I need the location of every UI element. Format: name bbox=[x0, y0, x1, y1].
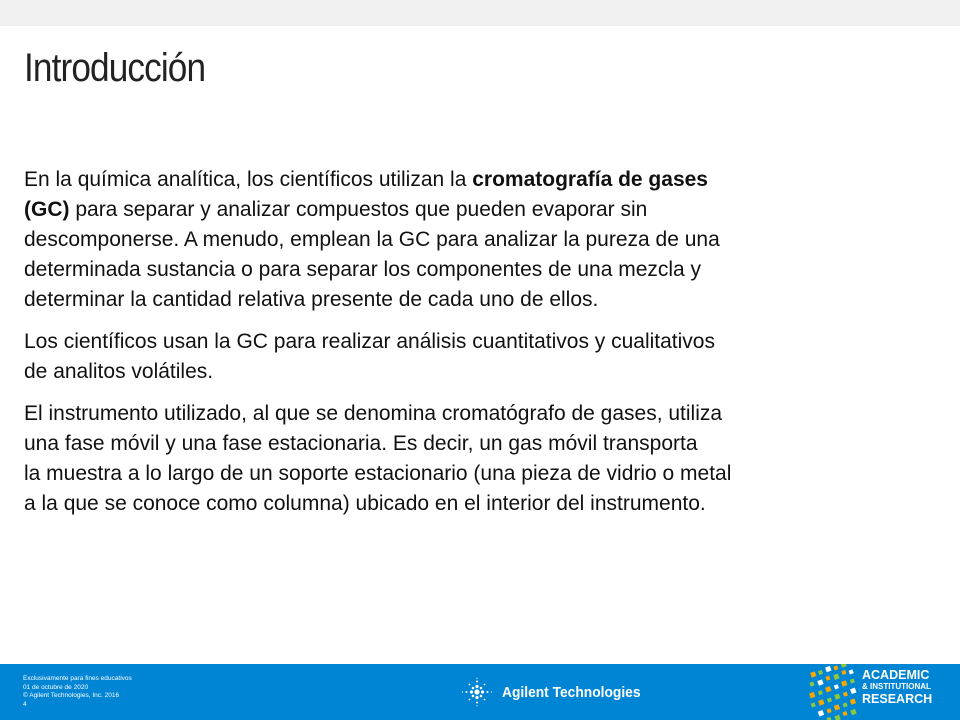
paragraph-line: de analitos volátiles. bbox=[24, 360, 214, 383]
footer-note-date: 01 de octubre de 2020 bbox=[23, 683, 89, 691]
academic-mosaic-logo bbox=[804, 664, 864, 720]
paragraph-3 bbox=[24, 399, 936, 519]
paragraph-line: la muestra a lo largo de un soporte estacionario (una pieza de vidrio o metal bbox=[24, 462, 732, 485]
footer-note-purpose: Exclusivamente para fines educativos bbox=[23, 675, 132, 682]
agilent-logo bbox=[460, 677, 653, 707]
paragraph-2 bbox=[24, 327, 936, 387]
paragraph-1 bbox=[24, 165, 936, 315]
paragraph-line: El instrumento utilizado, al que se denomina cromatógrafo de gases, utiliza bbox=[24, 402, 723, 425]
slide-title: Introducción bbox=[24, 46, 206, 90]
top-band bbox=[0, 0, 960, 26]
paragraph-line: Los científicos usan la GC para realizar análisis cuantitativos y cualitativos bbox=[24, 330, 715, 353]
paragraph-line: descomponerse. A menudo, emplean la GC para analizar la pureza de una bbox=[24, 228, 720, 251]
air-line-institutional: & INSTITUTIONAL bbox=[862, 682, 931, 691]
paragraph-line: (GC) para separar y analizar compuestos que pueden evaporar sin bbox=[24, 198, 648, 221]
paragraph-line: una fase móvil y una fase estacionaria. Es decir, un gas móvil transporta bbox=[24, 432, 698, 455]
footer-bar bbox=[0, 664, 960, 720]
paragraph-line: a la que se conoce como columna) ubicado en el interior del instrumento. bbox=[24, 492, 706, 515]
paragraph-line: determinada sustancia o para separar los componentes de una mezcla y bbox=[24, 258, 702, 281]
slide-body bbox=[24, 165, 936, 531]
footer-note-copyright: © Agilent Technologies, Inc. 2016 bbox=[23, 692, 120, 700]
agilent-spark-icon bbox=[460, 677, 494, 707]
paragraph-line: determinar la cantidad relativa presente de cada uno de ellos. bbox=[24, 288, 599, 311]
academic-research-logo-text bbox=[862, 668, 932, 706]
agilent-brand-text: Agilent Technologies bbox=[502, 683, 641, 701]
air-line-research: RESEARCH bbox=[862, 692, 933, 706]
air-line-academic: ACADEMIC bbox=[862, 668, 930, 682]
paragraph-line: En la química analítica, los científicos utilizan la cromatografía de gases bbox=[24, 168, 708, 191]
footer-note-page-number: 4 bbox=[23, 700, 27, 708]
footer-notes bbox=[23, 675, 132, 709]
